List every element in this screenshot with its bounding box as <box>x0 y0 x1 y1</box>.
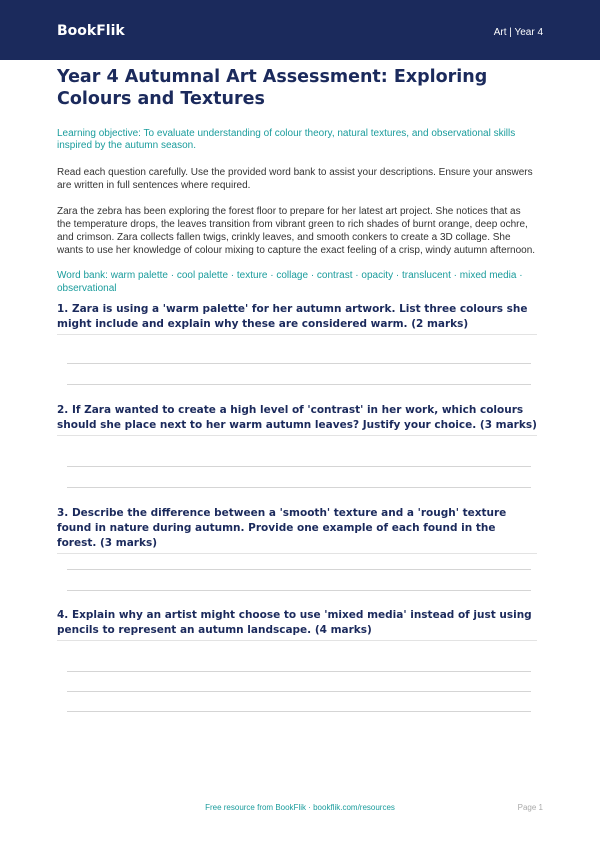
intro-section <box>57 66 537 295</box>
answer-line[interactable] <box>67 384 531 385</box>
answer-line[interactable] <box>67 363 531 364</box>
learning-objective: Learning objective: To evaluate understanding of colour theory, natural textures, and observational skills inspired by the autumn season. <box>57 128 516 151</box>
subject-year-label: Art | Year 4 <box>493 27 543 38</box>
footer <box>0 802 600 814</box>
word-bank: Word bank: warm palette · cool palette · texture · collage · contrast · opacity · translucent · mixed media · observational <box>57 270 523 294</box>
answer-line[interactable] <box>67 569 531 570</box>
question-4 <box>57 608 537 641</box>
question-3 <box>57 506 537 554</box>
footer-link[interactable]: Free resource from BookFlik · bookflik.com/resources <box>205 803 395 812</box>
answer-line[interactable] <box>67 466 531 467</box>
answer-line[interactable] <box>67 671 531 672</box>
question-1 <box>57 302 537 335</box>
page-number: Page 1 <box>517 803 543 812</box>
answer-line[interactable] <box>67 590 531 591</box>
question-text: 2. If Zara wanted to create a high level of 'contrast' in her work, which colours should she place next to her warm autumn leaves? Justify your choice. (3 marks) <box>57 403 537 436</box>
question-text: 4. Explain why an artist might choose to use 'mixed media' instead of just using pencils to represent an autumn landscape. (4 marks) <box>57 608 537 641</box>
answer-line[interactable] <box>67 487 531 488</box>
question-text: 3. Describe the difference between a 'smooth' texture and a 'rough' texture found in nature during autumn. Provide one example of each found in the forest. (3 marks) <box>57 506 537 554</box>
answer-line[interactable] <box>67 711 531 712</box>
question-text: 1. Zara is using a 'warm palette' for her autumn artwork. List three colours she might include and explain why these are considered warm. (2 marks) <box>57 302 537 335</box>
question-2 <box>57 403 537 436</box>
story-text: Zara the zebra has been exploring the forest floor to prepare for her latest art project. She notices that as the temperature drops, the leaves transition from vibrant green to rich shades of burnt orange, deep ochre, and crimson. Zara collects fallen twigs, crinkly leaves, and smooth conkers to create a 3D collage. She wants to use her knowledge of colour mixing to capture the exact feeling of a crisp, windy autumn afternoon. <box>57 206 536 256</box>
answer-line[interactable] <box>67 691 531 692</box>
brand-logo[interactable]: BookFlik <box>57 23 125 39</box>
header-bar <box>0 0 600 60</box>
instructions-text: Read each question carefully. Use the provided word bank to assist your descriptions. Ensure your answers are written in full sentences where required. <box>57 167 533 191</box>
page-title: Year 4 Autumnal Art Assessment: Exploring Colours and Textures <box>57 67 488 109</box>
